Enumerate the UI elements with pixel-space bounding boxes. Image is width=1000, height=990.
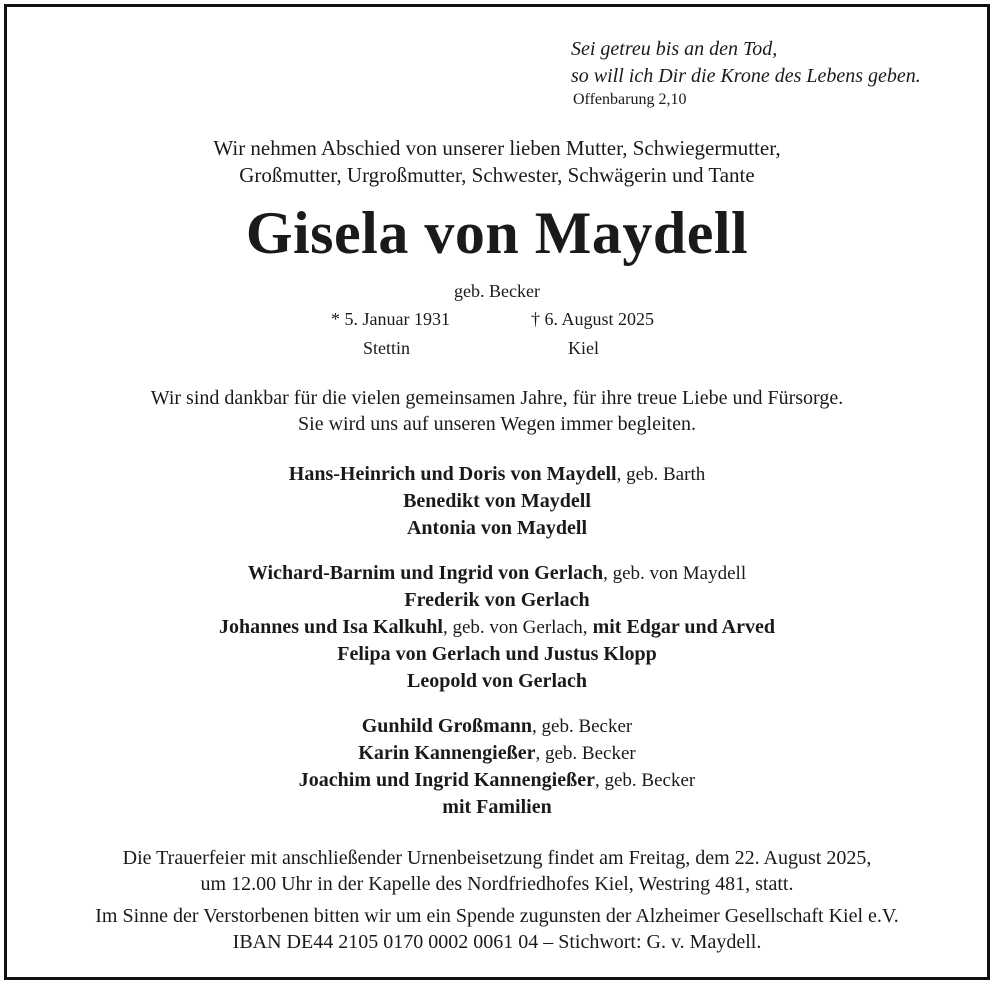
family-note: , geb. Barth [616,464,706,485]
family-name: Johannes und Isa Kalkuhl [218,616,443,638]
family-note: , geb. Becker [594,770,696,791]
family-name: Joachim und Ingrid Kannengießer [298,769,595,791]
family-name: Gunhild Großmann [361,715,533,737]
family-line [7,767,987,794]
family-line [7,461,987,488]
family-name: Wichard-Barnim und Ingrid von Gerlach [247,562,604,584]
family-line [7,560,987,587]
deceased-name: Gisela von Maydell [245,200,749,266]
funeral-info-line-2: um 12.00 Uhr in der Kapelle des Nordfriedhofes Kiel, Westring 481, statt. [200,873,794,895]
intro-line-2: Großmutter, Urgroßmutter, Schwester, Schwägerin und Tante [239,163,755,187]
maiden-name: geb. Becker [454,281,540,301]
family-line: Antonia von Maydell [406,517,588,539]
family-note: , geb. Becker [532,716,633,737]
family-line: mit Familien [442,796,552,818]
tribute-line-1: Wir sind dankbar für die vielen gemeinsamen Jahre, für ihre treue Liebe und Fürsorge. [150,387,844,409]
intro-line-1: Wir nehmen Abschied von unserer lieben Mutter, Schwiegermutter, [213,136,781,160]
family-note: , geb. Becker [535,743,636,764]
family-name: Hans-Heinrich und Doris von Maydell [288,463,617,485]
tribute-line-2: Sie wird uns auf unseren Wegen immer begleiten. [298,413,696,435]
family-note: , geb. von Gerlach, [443,617,588,638]
death-place: Kiel [568,338,599,358]
birth-date: * 5. Januar 1931 [331,309,450,329]
family-name: Karin Kannengießer [358,742,536,764]
birth-place: Stettin [363,338,411,358]
family-name: mit Edgar und Arved [587,616,776,638]
family-note: , geb. von Maydell [603,563,747,584]
death-date: † 6. August 2025 [531,309,655,329]
family-line: Leopold von Gerlach [406,670,587,692]
verse-line-2: so will ich Dir die Krone des Lebens geben. [571,65,921,87]
family-line [7,614,987,641]
family-line: Benedikt von Maydell [403,490,591,512]
family-line: Felipa von Gerlach und Justus Klopp [337,643,657,665]
funeral-info-line-1: Die Trauerfeier mit anschließender Urnenbeisetzung findet am Freitag, dem 22. August 2025, [122,847,872,869]
obituary-notice [4,4,990,980]
family-line: Frederik von Gerlach [404,589,590,611]
family-line [7,740,987,767]
verse-line-1: Sei getreu bis an den Tod, [571,38,778,60]
family-line [7,713,987,740]
verse-reference: Offenbarung 2,10 [573,91,687,108]
donation-line-1: Im Sinne der Verstorbenen bitten wir um ein Spende zugunsten der Alzheimer Gesellschaft Kiel e.V. [95,905,899,927]
donation-line-2: IBAN DE44 2105 0170 0002 0061 04 – Stichwort: G. v. Maydell. [232,931,762,953]
